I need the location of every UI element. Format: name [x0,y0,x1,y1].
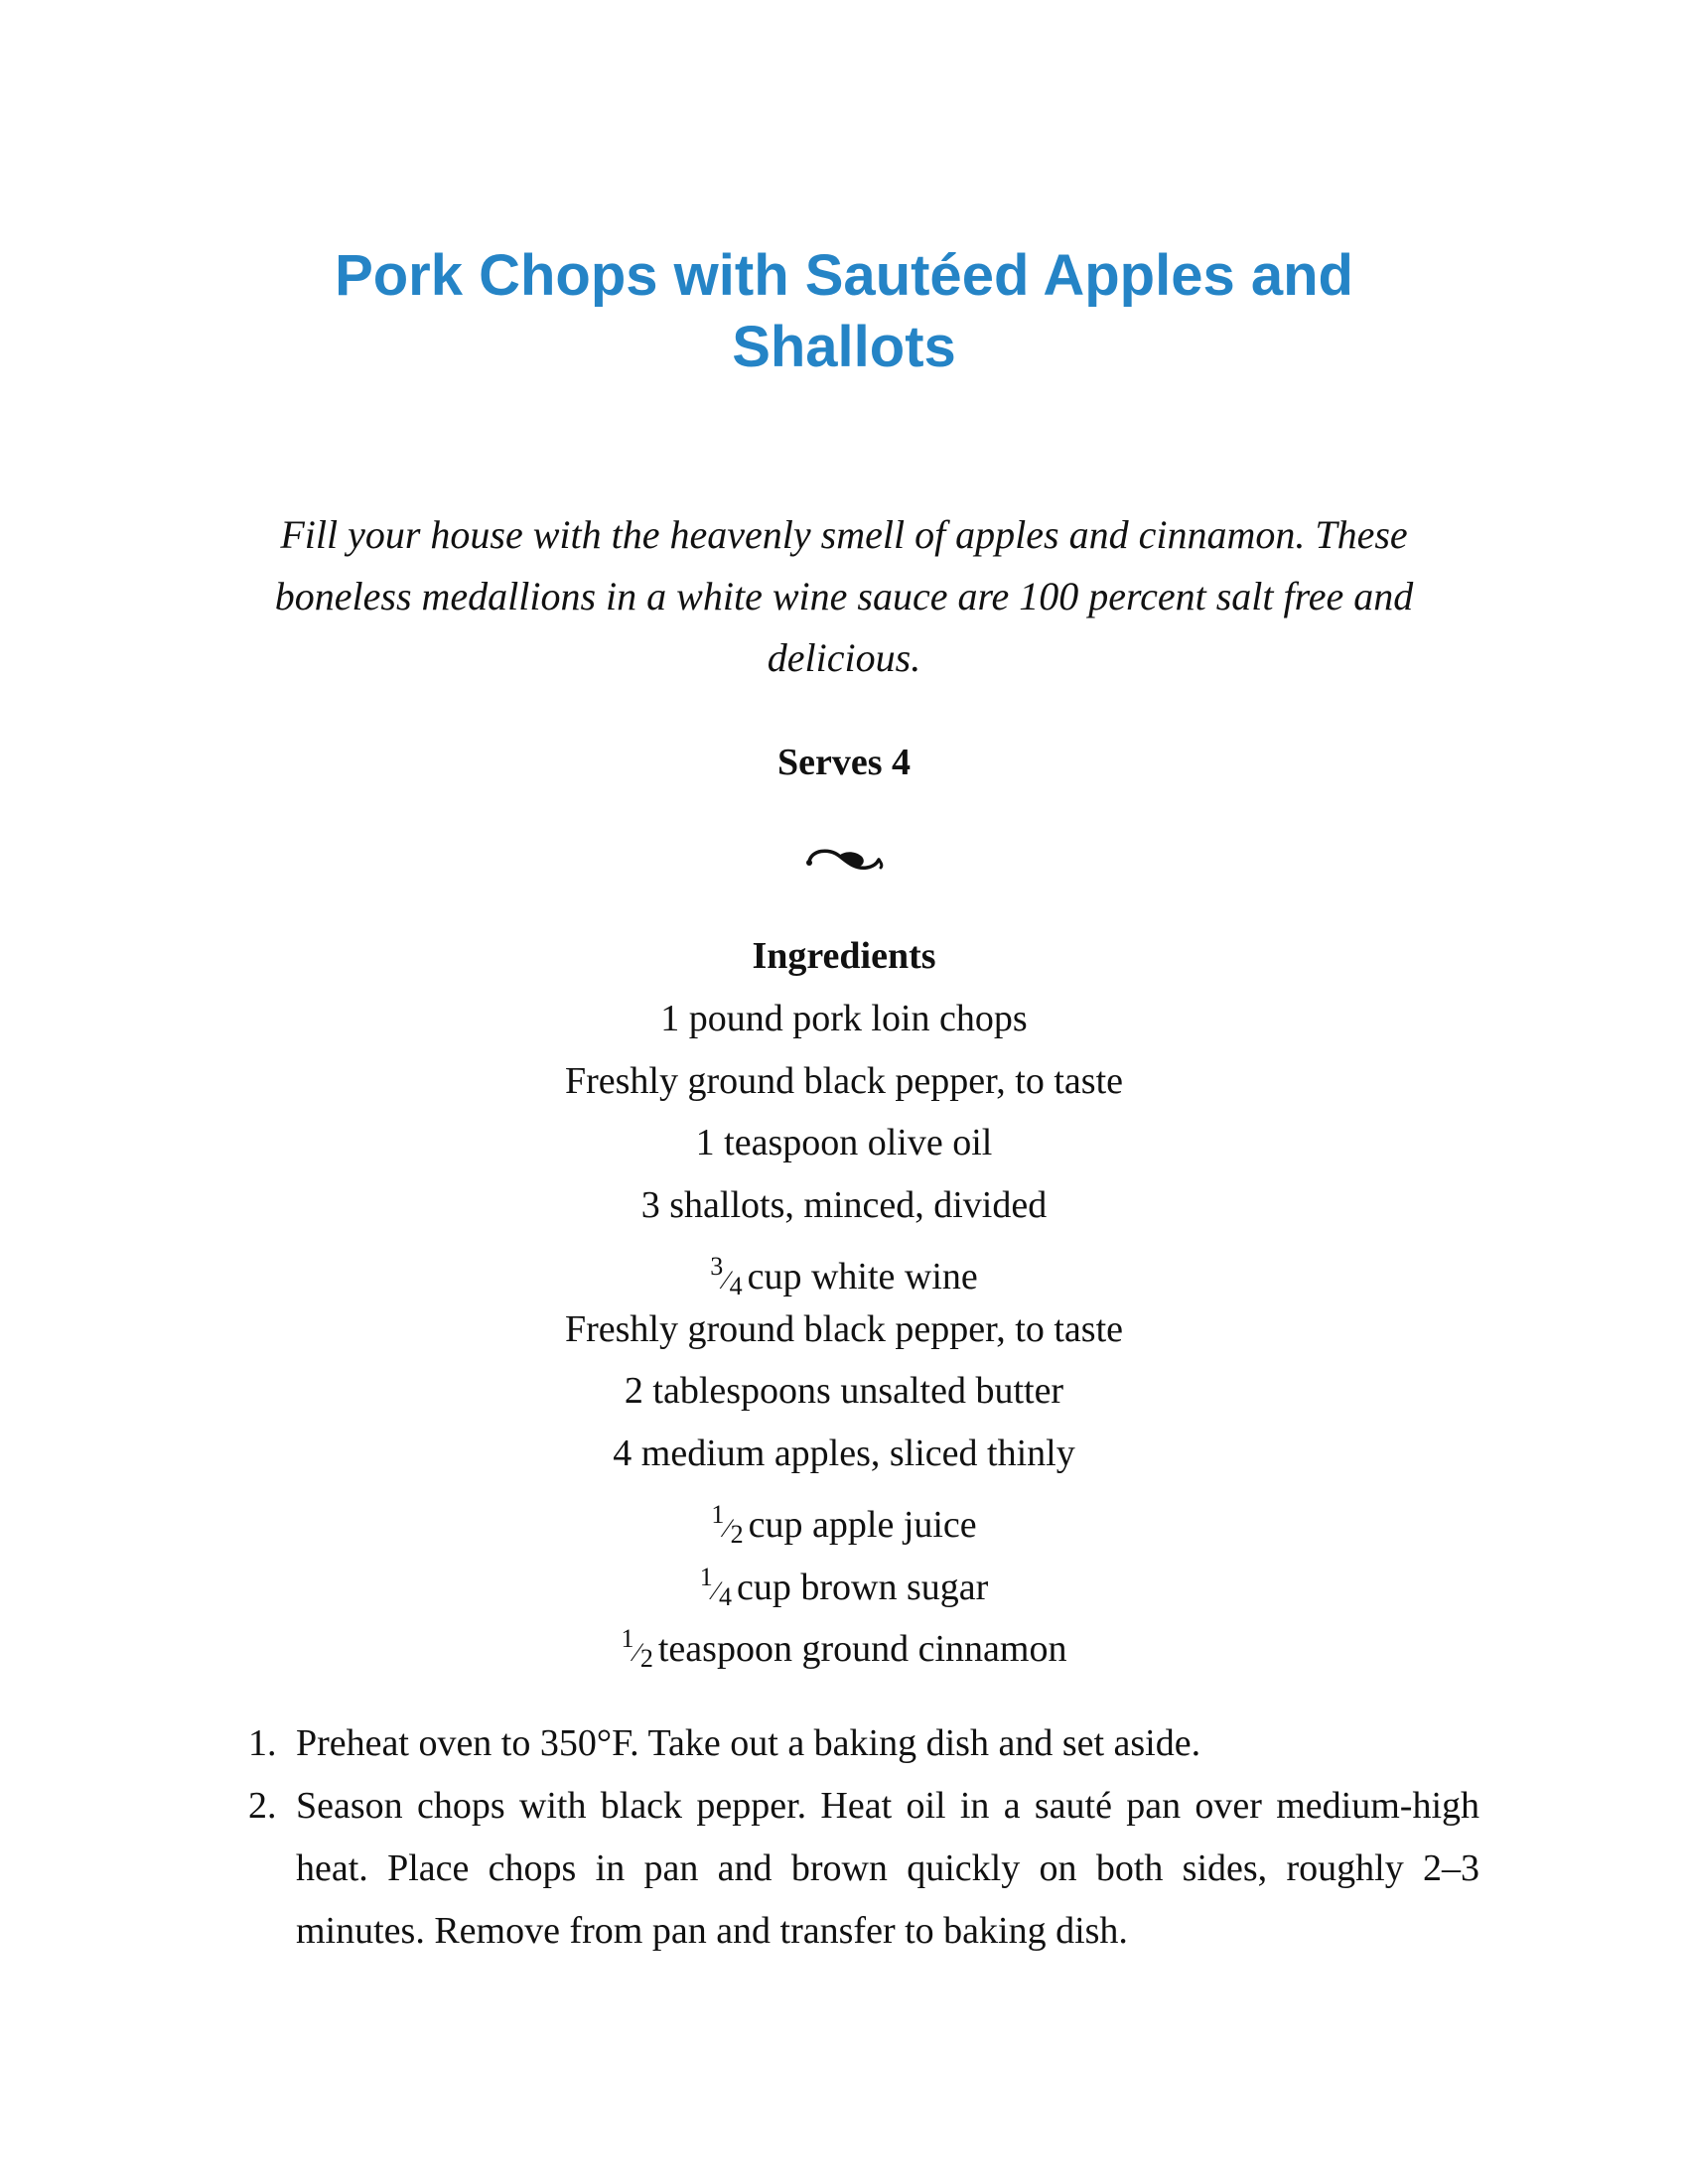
ingredient-text: Freshly ground black pepper, to taste [564,1059,1123,1102]
ingredient-item [0,993,1688,1055]
ingredient-text: 1 teaspoon olive oil [695,1122,993,1163]
ingredient-fraction: 1⁄2 [621,1624,654,1673]
ingredients-list [0,993,1688,1676]
fraction-numerator: 1 [699,1562,714,1591]
ingredient-fraction: 1⁄2 [711,1500,745,1549]
ingredient-fraction: 3⁄4 [710,1252,744,1300]
ingredients-heading: Ingredients [752,935,936,977]
ingredient-text: Freshly ground black pepper, to taste [564,1307,1123,1350]
step-number: 1. [248,1722,277,1764]
ingredient-item [0,1489,1688,1552]
recipe-title [248,240,1440,383]
step-number: 2. [248,1785,277,1827]
fraction-denominator: 2 [730,1520,745,1549]
ingredient-item [0,1117,1688,1179]
ingredient-item [0,1613,1688,1676]
fraction-numerator: 1 [621,1624,635,1653]
ingredient-text: teaspoon ground cinnamon [657,1628,1067,1670]
step-text: Preheat oven to 350°F. Take out a baking dish and set aside. [296,1722,1201,1764]
serves-label: Serves 4 [776,742,912,783]
ingredient-item [0,1428,1688,1490]
ingredient-fraction: 1⁄4 [699,1562,734,1611]
recipe-title-line2: Shallots [732,315,956,379]
ingredient-item [0,1241,1688,1303]
ingredient-text: 2 tablespoons unsalted butter [624,1370,1064,1412]
fleuron-ornament-icon [799,840,889,880]
fraction-denominator: 4 [729,1272,744,1300]
ingredient-text: 3 shallots, minced, divided [640,1183,1048,1226]
ingredient-item [0,1303,1688,1366]
recipe-intro: Fill your house with the heavenly smell of apples and cinnamon. These boneless medallions in a white wine sauce are 100 percent salt free and delicious. [274,512,1414,680]
step-text: Season chops with black pepper. Heat oil in a sauté pan over medium-high heat. Place chops in pan and brown quickly on both sides, roughly 2–3 minutes. Remove from pan and transfer to baking dish. [296,1785,1479,1952]
ingredient-text: cup white wine [747,1256,978,1297]
steps-list [248,1712,1479,1963]
fraction-numerator: 3 [710,1252,725,1281]
ingredient-item [0,1552,1688,1614]
ingredient-text: cup brown sugar [737,1566,989,1608]
fraction-denominator: 4 [719,1581,734,1611]
ingredient-item [0,1055,1688,1118]
ingredient-text: cup apple juice [748,1504,977,1546]
fraction-denominator: 2 [639,1644,654,1673]
ingredient-text: 1 pound pork loin chops [660,998,1028,1039]
fraction-numerator: 1 [711,1500,726,1529]
recipe-title-line1: Pork Chops with Sautéed Apples and [335,243,1353,308]
instruction-step [248,1775,1479,1963]
ingredient-item [0,1179,1688,1242]
ingredient-item [0,1365,1688,1428]
instruction-step [248,1712,1479,1775]
ingredient-text: 4 medium apples, sliced thinly [613,1432,1075,1474]
